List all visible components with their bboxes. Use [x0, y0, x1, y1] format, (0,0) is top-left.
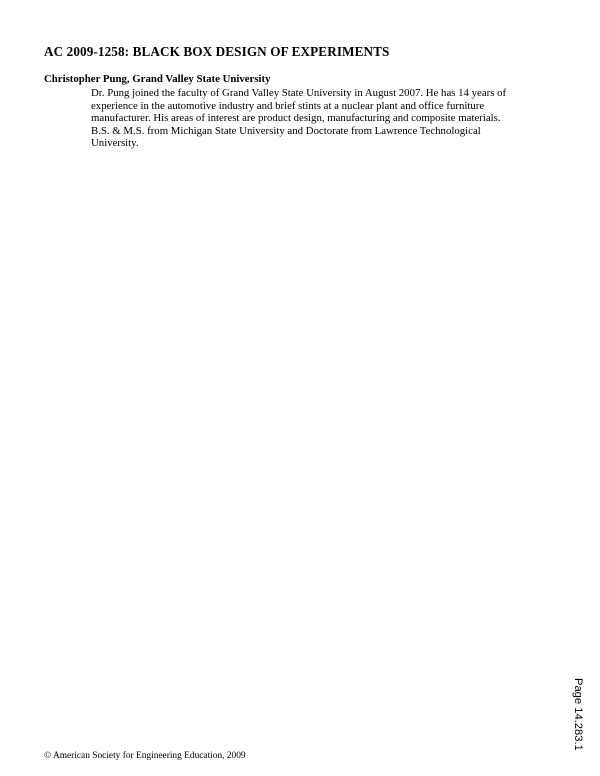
author-bio	[91, 87, 561, 150]
bio-line: experience in the automotive industry and brief stints at a nuclear plant and office furniture	[91, 99, 485, 112]
copyright-footer: © American Society for Engineering Education, 2009	[44, 751, 246, 761]
bio-line: Dr. Pung joined the faculty of Grand Valley State University in August 2007. He has 14 years of	[91, 87, 507, 99]
author-heading: Christopher Pung, Grand Valley State University	[44, 73, 271, 85]
page-number: Page 14.283.1	[572, 678, 584, 751]
paper-title: AC 2009-1258: BLACK BOX DESIGN OF EXPERIMENTS	[44, 44, 390, 59]
bio-line: University.	[91, 137, 139, 150]
bio-line: B.S. & M.S. from Michigan State University and Doctorate from Lawrence Technological	[91, 124, 481, 137]
bio-line: manufacturer. His areas of interest are product design, manufacturing and composite materials.	[91, 112, 501, 125]
